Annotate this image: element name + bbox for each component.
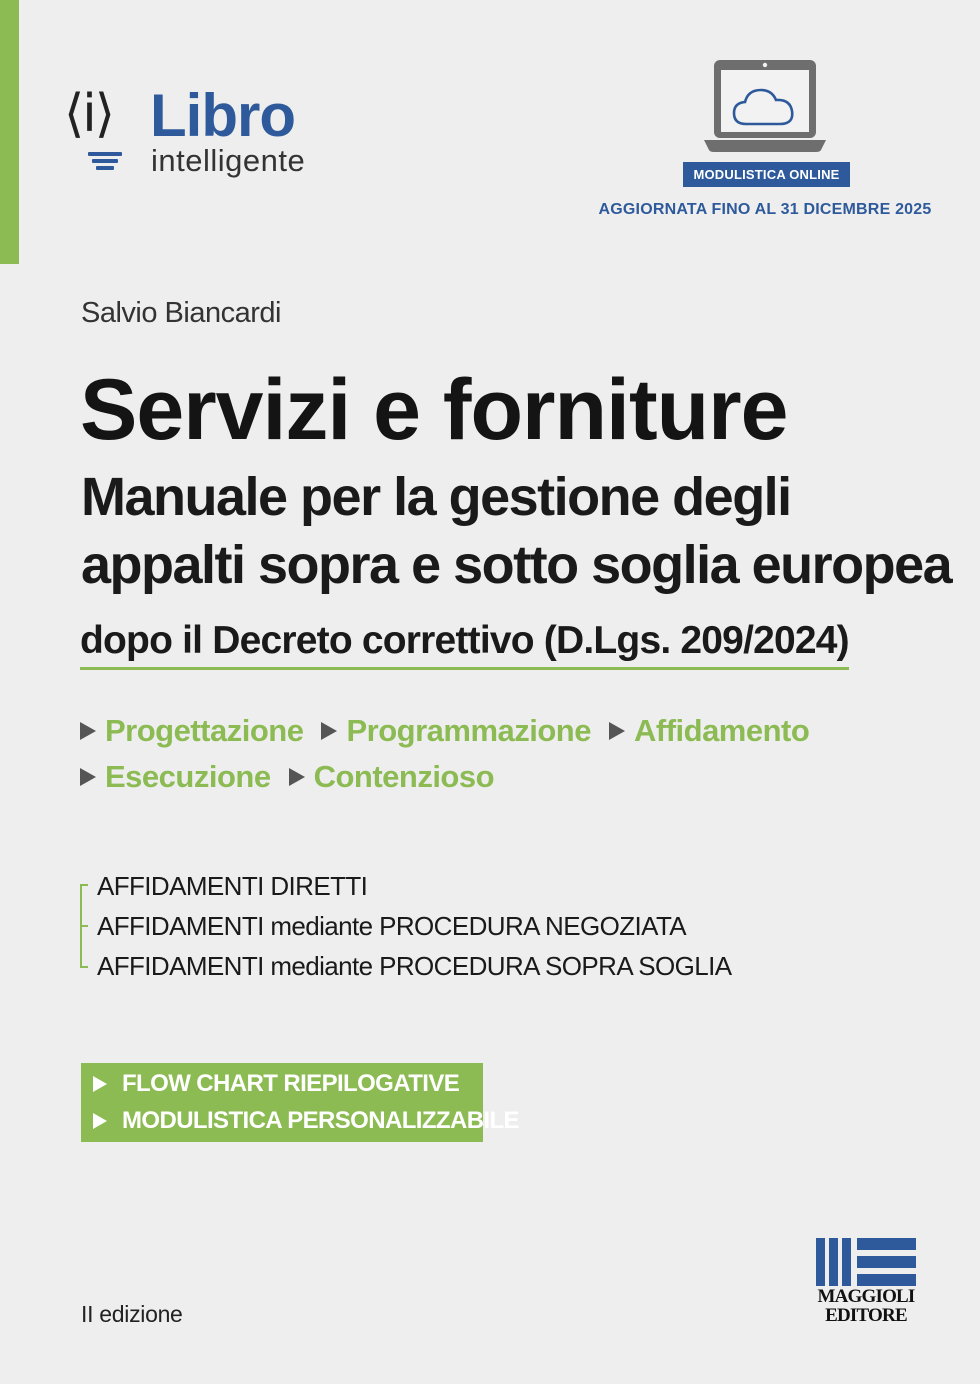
publisher-line2: EDITORE [825, 1305, 907, 1326]
maggioli-editore-logo [816, 1238, 916, 1328]
topic-item [321, 711, 591, 751]
accent-bar [0, 0, 19, 264]
feature-label: FLOW CHART RIEPILOGATIVE [122, 1070, 460, 1097]
feature-item [93, 1067, 459, 1101]
book-subtitle: Manuale per la gestione degli appalti sopra e sotto soglia europea [81, 467, 952, 595]
procedure-item: AFFIDAMENTI DIRETTI [97, 871, 368, 901]
book-title: Servizi e forniture [80, 362, 788, 458]
logo-sub-text: intelligente [151, 143, 306, 178]
logo-main-text: Libro [150, 82, 295, 149]
libro-intelligente-logo [64, 82, 304, 182]
topic-item [609, 711, 809, 751]
triangle-bullet-icon [609, 722, 625, 740]
triangle-bullet-icon [80, 768, 96, 786]
triangle-bullet-icon [321, 722, 337, 740]
triangle-bullet-icon [93, 1076, 107, 1092]
logo-bracket-mark: ⟨i⟩ [64, 84, 114, 144]
features-box [81, 1063, 519, 1142]
laptop-cloud-icon [704, 58, 826, 156]
topic-label: Esecuzione [105, 759, 271, 794]
procedure-item: AFFIDAMENTI mediante PROCEDURA NEGOZIATA [97, 911, 687, 941]
triangle-bullet-icon [80, 722, 96, 740]
logo-lines-icon [87, 152, 123, 173]
decree-line: dopo il Decreto correttivo (D.Lgs. 209/2024) [80, 615, 849, 670]
topic-item [80, 711, 303, 751]
updated-until-text: AGGIORNATA FINO AL 31 DICEMBRE 2025 [598, 201, 932, 218]
topic-item [289, 757, 495, 797]
triangle-bullet-icon [93, 1113, 107, 1129]
topic-item [80, 757, 271, 797]
publisher-name [816, 1287, 916, 1325]
modulistica-online-badge: MODULISTICA ONLINE [683, 162, 850, 187]
topic-label: Affidamento [633, 713, 810, 748]
bracket-tick [80, 884, 88, 886]
topics-row [80, 754, 940, 800]
topic-label: Programmazione [346, 713, 591, 748]
publisher-line1: MAGGIOLI [817, 1286, 915, 1307]
feature-item [93, 1104, 519, 1138]
feature-label: MODULISTICA PERSONALIZZABILE [122, 1107, 519, 1134]
topic-label: Contenzioso [313, 759, 495, 794]
topic-label: Progettazione [105, 713, 304, 748]
edition-label: II edizione [81, 1301, 183, 1327]
topics-row [80, 708, 940, 754]
bracket-tick [80, 966, 88, 968]
publisher-mark-icon [816, 1238, 916, 1286]
author-name: Salvio Biancardi [81, 297, 281, 329]
procedure-item: AFFIDAMENTI mediante PROCEDURA SOPRA SOGLIA [97, 951, 732, 981]
topics-list [80, 708, 940, 800]
bracket-tick [80, 925, 88, 927]
triangle-bullet-icon [289, 768, 305, 786]
